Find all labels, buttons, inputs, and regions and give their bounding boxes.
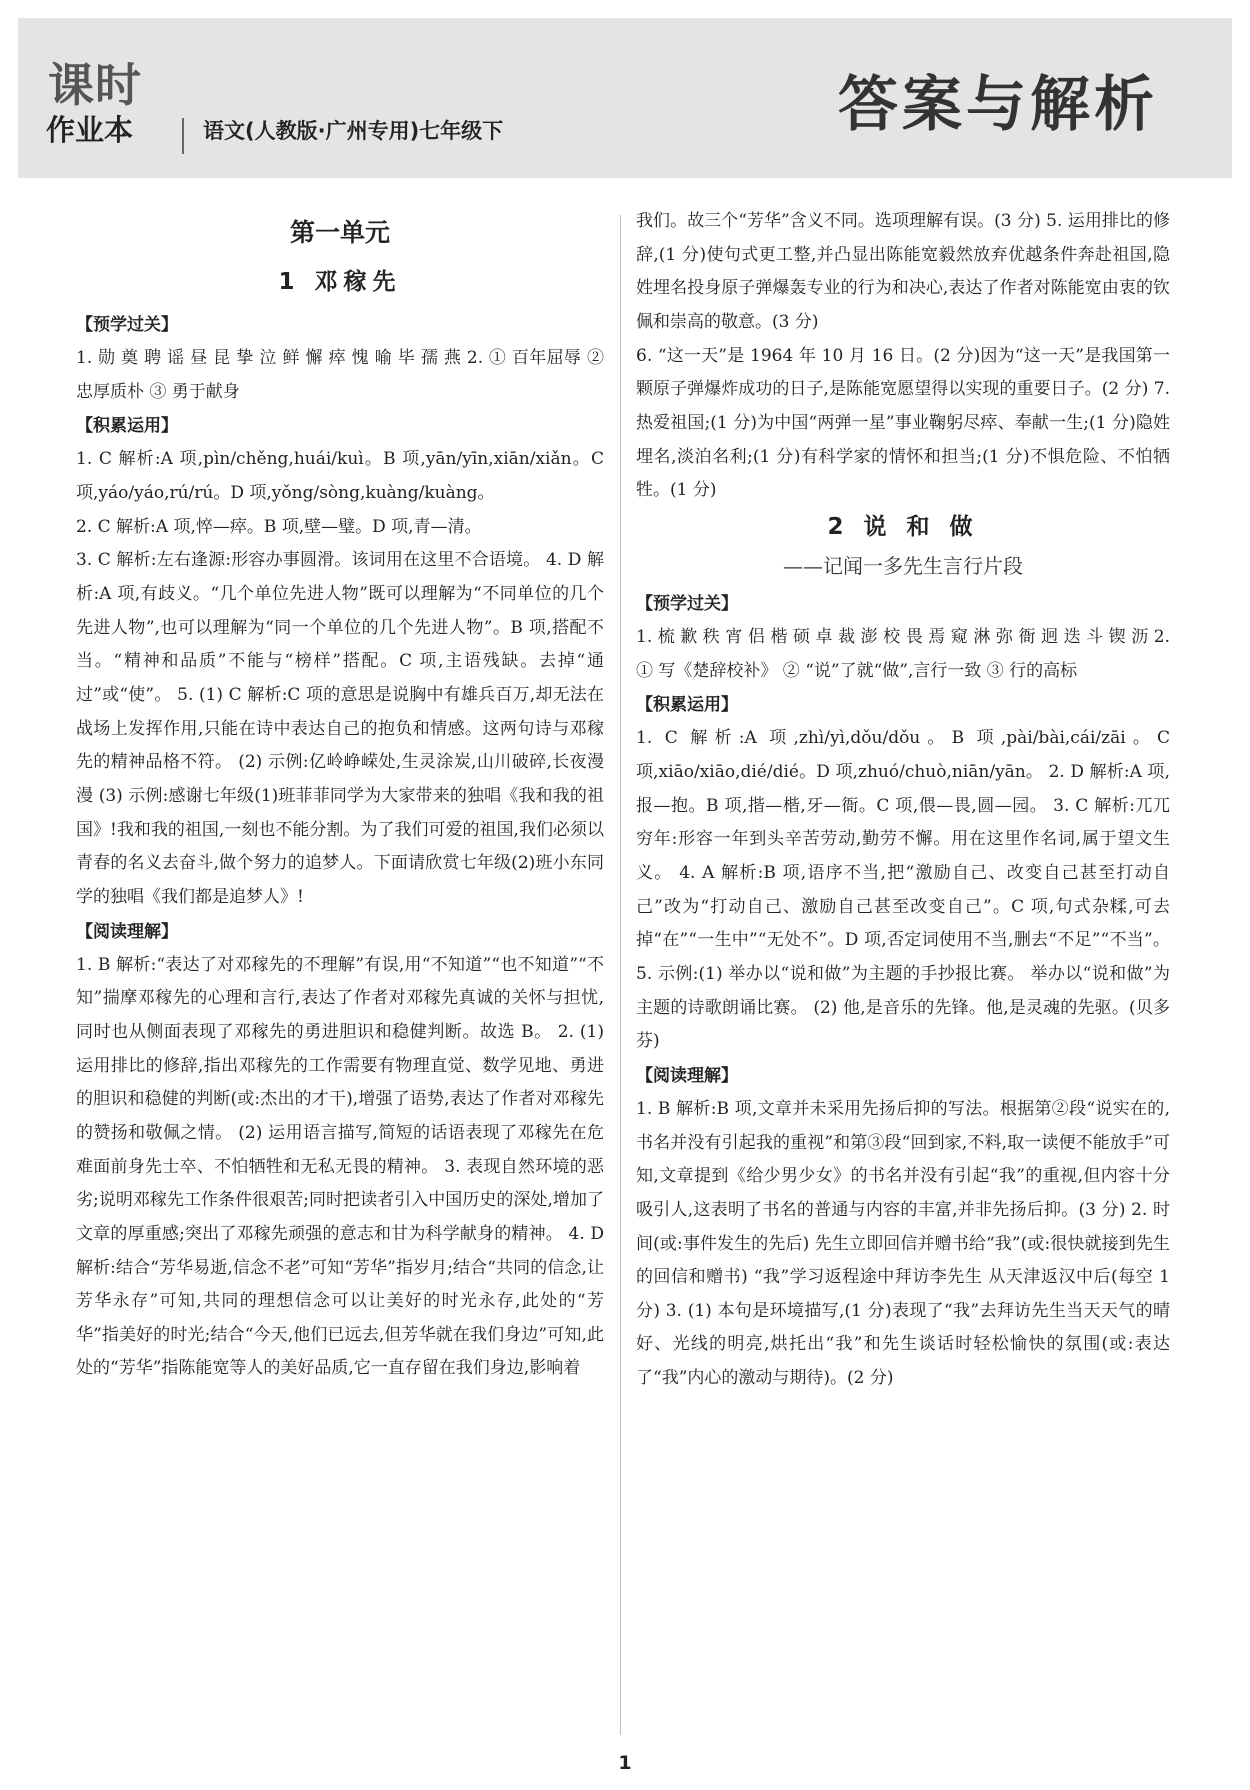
page-title: 答案与解析 bbox=[838, 70, 1158, 140]
unit-title: 第一单元 bbox=[289, 218, 390, 247]
accumulation-answer-3: 3. C 解析:左右逢源:形容办事圆滑。该词用在这里不合语境。 4. D 解析:A 项,有歧义。“几个单位先进人物”既可以理解为“不同单位的几个先进人物”,也可以理解为“同一个单位的几个先进人物”。B 项,搭配不当。“精神和品质”不能与“榜样”搭配。C 项,主语残缺。去掉“通过”或“使”。 5. (1) C 解析:C 项的意思是说胸中有雄兵百万,却无法在战场上发挥作用,只能在诗中表达自己的抱负和情感。这两句诗与邓稼先的精神品格不符。 (2) 示例:亿岭峥嵘处,生灵涂炭,山川破碎,长夜漫漫 (3) 示例:感谢七年级(1)班菲菲同学为大家带来的独唱《我和我的祖国》!我和我的祖国,一刻也不能分割。为了我们可爱的祖国,我们必须以青春的名义去奋斗,做个努力的追梦人。下面请欣赏七年级(2)班小东同学的独唱《我们都是追梦人》! bbox=[76, 550, 604, 907]
column-divider bbox=[620, 215, 621, 1735]
logo-keshi: 课时 bbox=[48, 58, 142, 112]
lesson-2-title: 2 说 和 做 bbox=[827, 513, 979, 540]
right-column bbox=[636, 205, 1170, 1396]
reading-answers-continued: 我们。故三个“芳华”含义不同。选项理解有误。(3 分) 5. 运用排比的修辞,(1 分)使句式更工整,并凸显出陈能宽毅然放弃优越条件奔赴祖国,隐姓埋名投身原子弹爆轰专业的行为和决心,表达了作者对陈能宽由衷的钦佩和崇高的敬意。(3 分) bbox=[636, 211, 1170, 332]
section-heading-reading-2: 【阅读理解】 bbox=[636, 1065, 738, 1086]
preview-answers: 1. 勋 奠 聘 谣 昼 昆 挚 泣 鲜 懈 瘁 愧 喻 毕 孺 燕 2. ① 百年屈辱 ② 忠厚质朴 ③ 勇于献身 bbox=[76, 348, 604, 402]
lesson-2-subtitle: ——记闻一多先生言行片段 bbox=[783, 554, 1023, 578]
logo-zuoyeben: 作业本 bbox=[46, 113, 134, 147]
left-column bbox=[76, 205, 604, 1386]
section-heading-accumulation-2: 【积累运用】 bbox=[636, 695, 738, 716]
reading-answers: 1. B 解析:“表达了对邓稼先的不理解”有误,用“不知道”“也不知道”“不知”揣摩邓稼先的心理和言行,表达了作者对邓稼先真诚的关怀与担忧,同时也从侧面表现了邓稼先的勇进胆识和稳健判断。故选 B。 2. (1) 运用排比的修辞,指出邓稼先的工作需要有物理直觉、数学见地、勇进的胆识和稳健的判断(或:杰出的才干),增强了语势,表达了作者对邓稼先的赞扬和敬佩之情。 (2) 运用语言描写,简短的话语表现了邓稼先在危难面前身先士卒、不怕牺牲和无私无畏的精神。 3. 表现自然环境的恶劣;说明邓稼先工作条件很艰苦;同时把读者引入中国历史的深处,增加了文章的厚重感;突出了邓稼先顽强的意志和甘为科学献身的精神。 4. D 解析:结合“芳华易逝,信念不老”可知“芳华”指岁月;结合“共同的信念,让芳华永存”可知,共同的理想信念可以让美好的时光永存,此处的“芳华”指美好的时光;结合“今天,他们已远去,但芳华就在我们身边”可知,此处的“芳华”指陈能宽等人的美好品质,它一直存留在我们身边,影响着 bbox=[76, 954, 604, 1379]
section-heading-preview-2: 【预学过关】 bbox=[636, 594, 738, 614]
preview-answers-2: 1. 梳 歉 秩 宵 侣 楷 硕 卓 裁 澎 校 畏 焉 窥 淋 弥 衙 迥 迭 斗 锲 沥 2. ① 写《楚辞校补》 ② “说”了就“做”,言行一致 ③ 行的高标 bbox=[636, 627, 1170, 681]
reading-answers-6-7: 6. “这一天”是 1964 年 10 月 16 日。(2 分)因为“这一天”是我国第一颗原子弹爆炸成功的日子,是陈能宽愿望得以实现的重要日子。(2 分) 7. 热爱祖国;(1 分)为中国“两弹一星”事业鞠躬尽瘁、奉献一生;(1 分)隐姓埋名,淡泊名利;(1 分)有科学家的情怀和担当;(1 分)不惧危险、不怕牺牲。(1 分) bbox=[636, 345, 1170, 501]
logo-divider bbox=[182, 118, 184, 154]
accumulation-answer-1: 1. C 解析:A 项,pìn/chěng,huái/kuì。B 项,yān/yīn,xiān/xiǎn。C 项,yáo/yáo,rú/rú。D 项,yǒng/sòng,kuàng/kuàng。 bbox=[76, 449, 604, 504]
section-heading-reading: 【阅读理解】 bbox=[76, 921, 178, 942]
subject-label: 语文(人教版·广州专用)七年级下 bbox=[203, 119, 504, 143]
reading-answers-2: 1. B 解析:B 项,文章并未采用先扬后抑的写法。根据第②段“说实在的,书名并没有引起我的重视”和第③段“回到家,不料,取一读便不能放手”可知,文章提到《给少男少女》的书名并没有引起“我”的重视,但内容十分吸引人,这表明了书名的普通与内容的丰富,并非先扬后抑。(3 分) 2. 时间(或:事件发生的先后) 先生立即回信并赠书给“我”(或:很快就接到先生的回信和赠书) “我”学习返程途中拜访李先生 从天津返汉中后(每空 1 分) 3. (1) 本句是环境描写,(1 分)表现了“我”去拜访先生当天天气的晴好、光线的明亮,烘托出“我”和先生谈话时轻松愉快的氛围(或:表达了“我”内心的激动与期待)。(2 分) bbox=[636, 1098, 1170, 1389]
accumulation-answers-2: 1. C 解析:A 项,zhì/yì,dǒu/dǒu。B 项,pài/bài,cái/zāi。C 项,xiāo/xiāo,dié/dié。D 项,zhuó/chuò,niān/yān。 2. D 解析:A 项,报—抱。B 项,揩—楷,牙—衙。C 项,偎—畏,圆—园。 3. C 解析:兀兀穷年:形容一年到头辛苦劳动,勤劳不懈。用在这里作名词,属于望文生义。 4. A 解析:B 项,语序不当,把“激励自己、改变自己甚至打动自己”改为“打动自己、激励自己甚至改变自己”。C 项,句式杂糅,可去掉“在”“一生中”“无处不”。D 项,否定词使用不当,删去“不足”“不当”。 5. 示例:(1) 举办以“说和做”为主题的手抄报比赛。 举办以“说和做”为主题的诗歌朗诵比赛。 (2) 他,是音乐的先锋。他,是灵魂的先驱。(贝多芬) bbox=[636, 728, 1170, 1052]
section-heading-preview: 【预学过关】 bbox=[76, 315, 178, 336]
section-heading-accumulation: 【积累运用】 bbox=[76, 416, 178, 437]
accumulation-answer-2: 2. C 解析:A 项,悴—瘁。B 项,壁—璧。D 项,青—清。 bbox=[76, 516, 482, 537]
page-number: 1 bbox=[618, 1752, 632, 1774]
lesson-1-title: 1 邓稼先 bbox=[278, 269, 402, 295]
